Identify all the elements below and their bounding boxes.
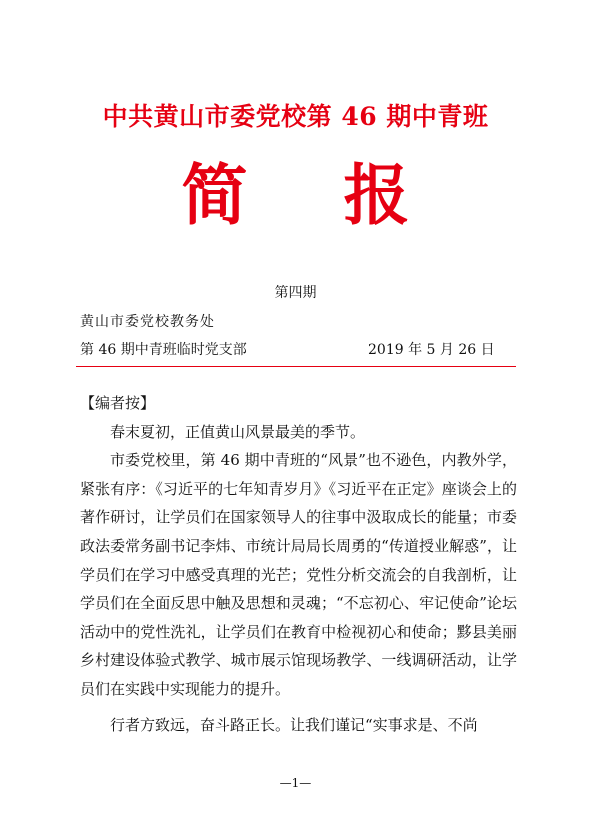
editor-note <box>80 389 517 739</box>
paragraph-2: 市委党校里，第 46 期中青班的“风景”也不逊色，内教外学，紧张有序：《习近平的七年知青岁月》《习近平在正定》座谈会上的著作研讨，让学员们在国家领导人的往事中汲取成长的能量；市委政法委常务副书记李炜、市统计局局长周勇的“传道授业解惑”，让学员们在学习中感受真理的光芒；党性分析交流会的自我剖析，让学员们在全面反思中触及思想和灵魂；“不忘初心、牢记使命”论坛活动中的党性洗礼，让学员们在教育中检视初心和使命；黟县美丽乡村建设体验式教学、城市展示馆现场教学、一线调研活动，让学员们在实践中实现能力的提升。 <box>80 451 517 698</box>
masthead-char-left: 简 <box>181 156 248 234</box>
page-number: —1— <box>279 776 312 790</box>
issue-number: 第四期 <box>274 285 317 301</box>
issuing-department: 黄山市委党校教务处 <box>80 314 215 330</box>
masthead <box>0 156 591 234</box>
paragraph-1: 春末夏初，正值黄山风景最美的季节。 <box>110 422 366 441</box>
issuing-branch: 第 46 期中青班临时党支部 <box>80 342 247 358</box>
header-divider <box>76 366 516 367</box>
paragraph-3: 行者方致远，奋斗路正长。让我们谨记“实事求是、不尚 <box>110 715 478 734</box>
issue-date: 2019 年 5 月 26 日 <box>368 342 495 358</box>
editor-note-heading: 【编者按】 <box>80 394 156 412</box>
newsletter-title: 中共黄山市委党校第 46 期中青班 <box>102 102 489 131</box>
masthead-char-right: 报 <box>343 156 410 234</box>
